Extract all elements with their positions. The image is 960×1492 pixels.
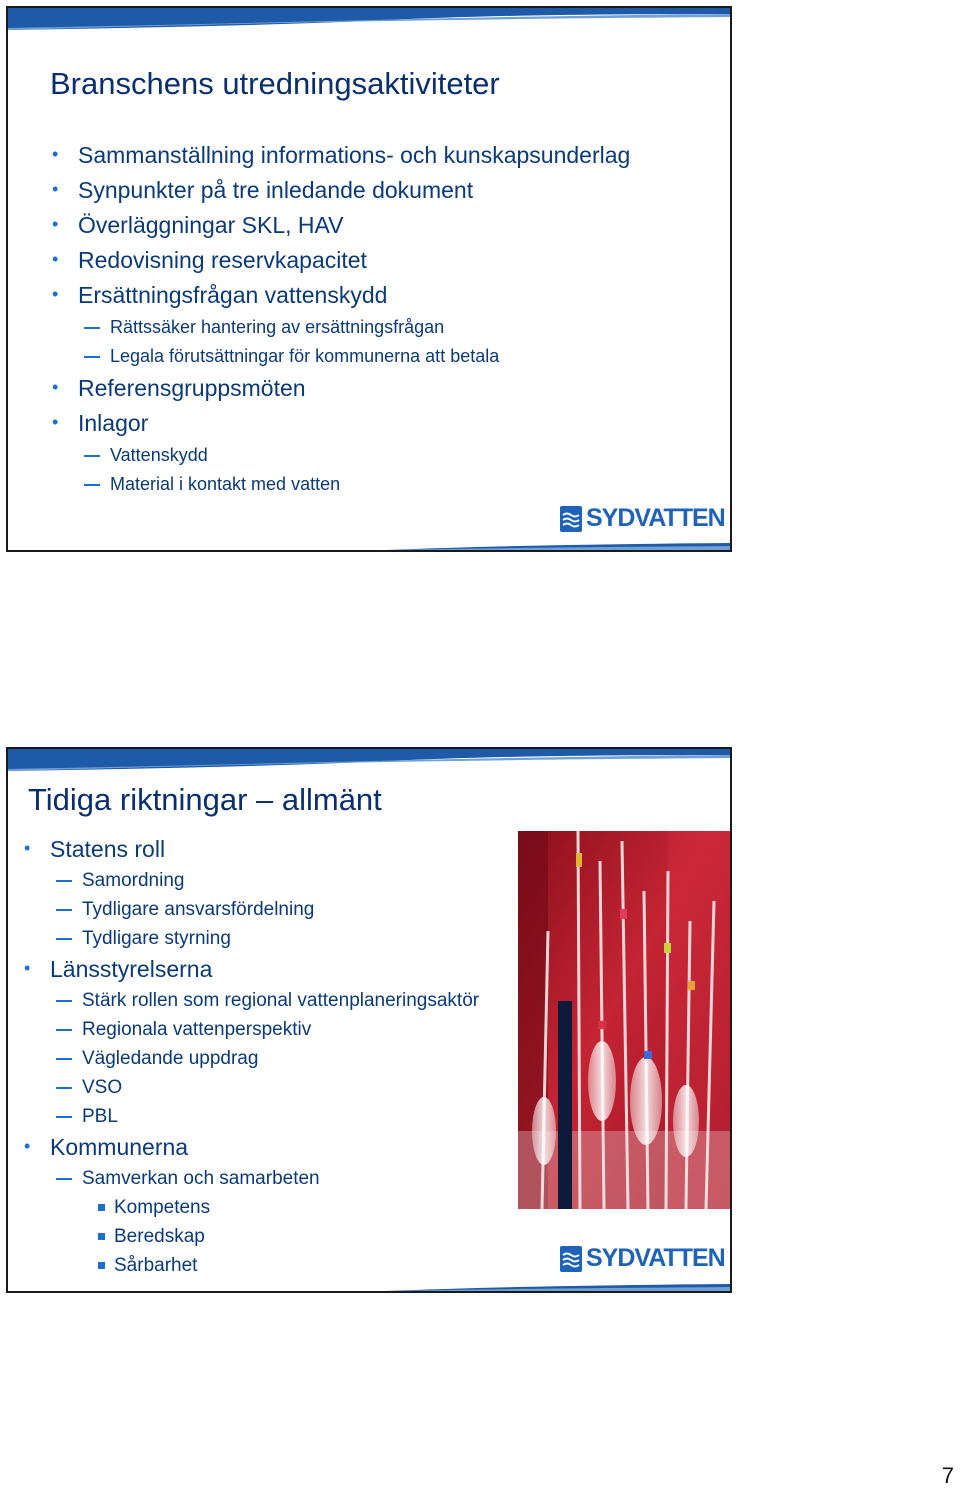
slide-top-bar (8, 8, 730, 30)
sub-list-item: Tydligare ansvarsfördelning (22, 895, 479, 924)
sub-list-item: Regionala vattenperspektiv (22, 1015, 479, 1044)
slide-1 (6, 6, 732, 552)
sub-list-item: PBL (22, 1102, 479, 1131)
sub-list-item: Vattenskydd (50, 441, 630, 470)
slide-2 (6, 747, 732, 1293)
logo-text: SYDVATTEN (586, 1244, 725, 1272)
sydvatten-logo (560, 1244, 725, 1273)
sub-sub-list-item: Kompetens (22, 1193, 479, 1222)
list-item: • Redovisning reservkapacitet (50, 243, 630, 278)
slide-top-bar (8, 749, 730, 771)
list-item: • Länsstyrelserna (22, 953, 479, 986)
water-logo-icon (560, 1246, 582, 1272)
list-item: • Referensgruppsmöten (50, 371, 630, 406)
sub-sub-list-item: Sårbarhet (22, 1251, 479, 1280)
bullet-list (50, 138, 630, 499)
list-item: • Statens roll (22, 833, 479, 866)
list-item: • Ersättningsfrågan vattenskydd (50, 278, 630, 313)
slide-bottom-bar (8, 540, 730, 550)
bullet-list (22, 833, 479, 1280)
water-logo-icon (560, 506, 582, 532)
sub-list-item: Vägledande uppdrag (22, 1044, 479, 1073)
sub-list-item: VSO (22, 1073, 479, 1102)
sub-list-item: Tydligare styrning (22, 924, 479, 953)
list-item: • Kommunerna (22, 1131, 479, 1164)
logo-text: SYDVATTEN (586, 504, 725, 532)
sub-sub-list-item: Beredskap (22, 1222, 479, 1251)
sub-list-item: Rättssäker hantering av ersättningsfrågan (50, 313, 630, 342)
sub-list-item: Legala förutsättningar för kommunerna att betala (50, 342, 630, 371)
slide-bottom-bar (8, 1281, 730, 1291)
page-number: 7 (941, 1463, 954, 1488)
sub-list-item: Samverkan och samarbeten (22, 1164, 479, 1193)
slide-title: Tidiga riktningar – allmänt (28, 782, 382, 817)
sub-list-item: Material i kontakt med vatten (50, 470, 630, 499)
sub-list-item: Stärk rollen som regional vattenplaneringsaktör (22, 986, 479, 1015)
list-item: • Sammanställning informations- och kunskapsunderlag (50, 138, 630, 173)
list-item: • Inlagor (50, 406, 630, 441)
list-item: • Överläggningar SKL, HAV (50, 208, 630, 243)
sydvatten-logo (560, 504, 725, 533)
sub-list-item: Samordning (22, 866, 479, 895)
slide-title: Branschens utredningsaktiviteter (50, 66, 500, 101)
list-item: • Synpunkter på tre inledande dokument (50, 173, 630, 208)
laboratory-pipettes-photo (518, 831, 732, 1209)
